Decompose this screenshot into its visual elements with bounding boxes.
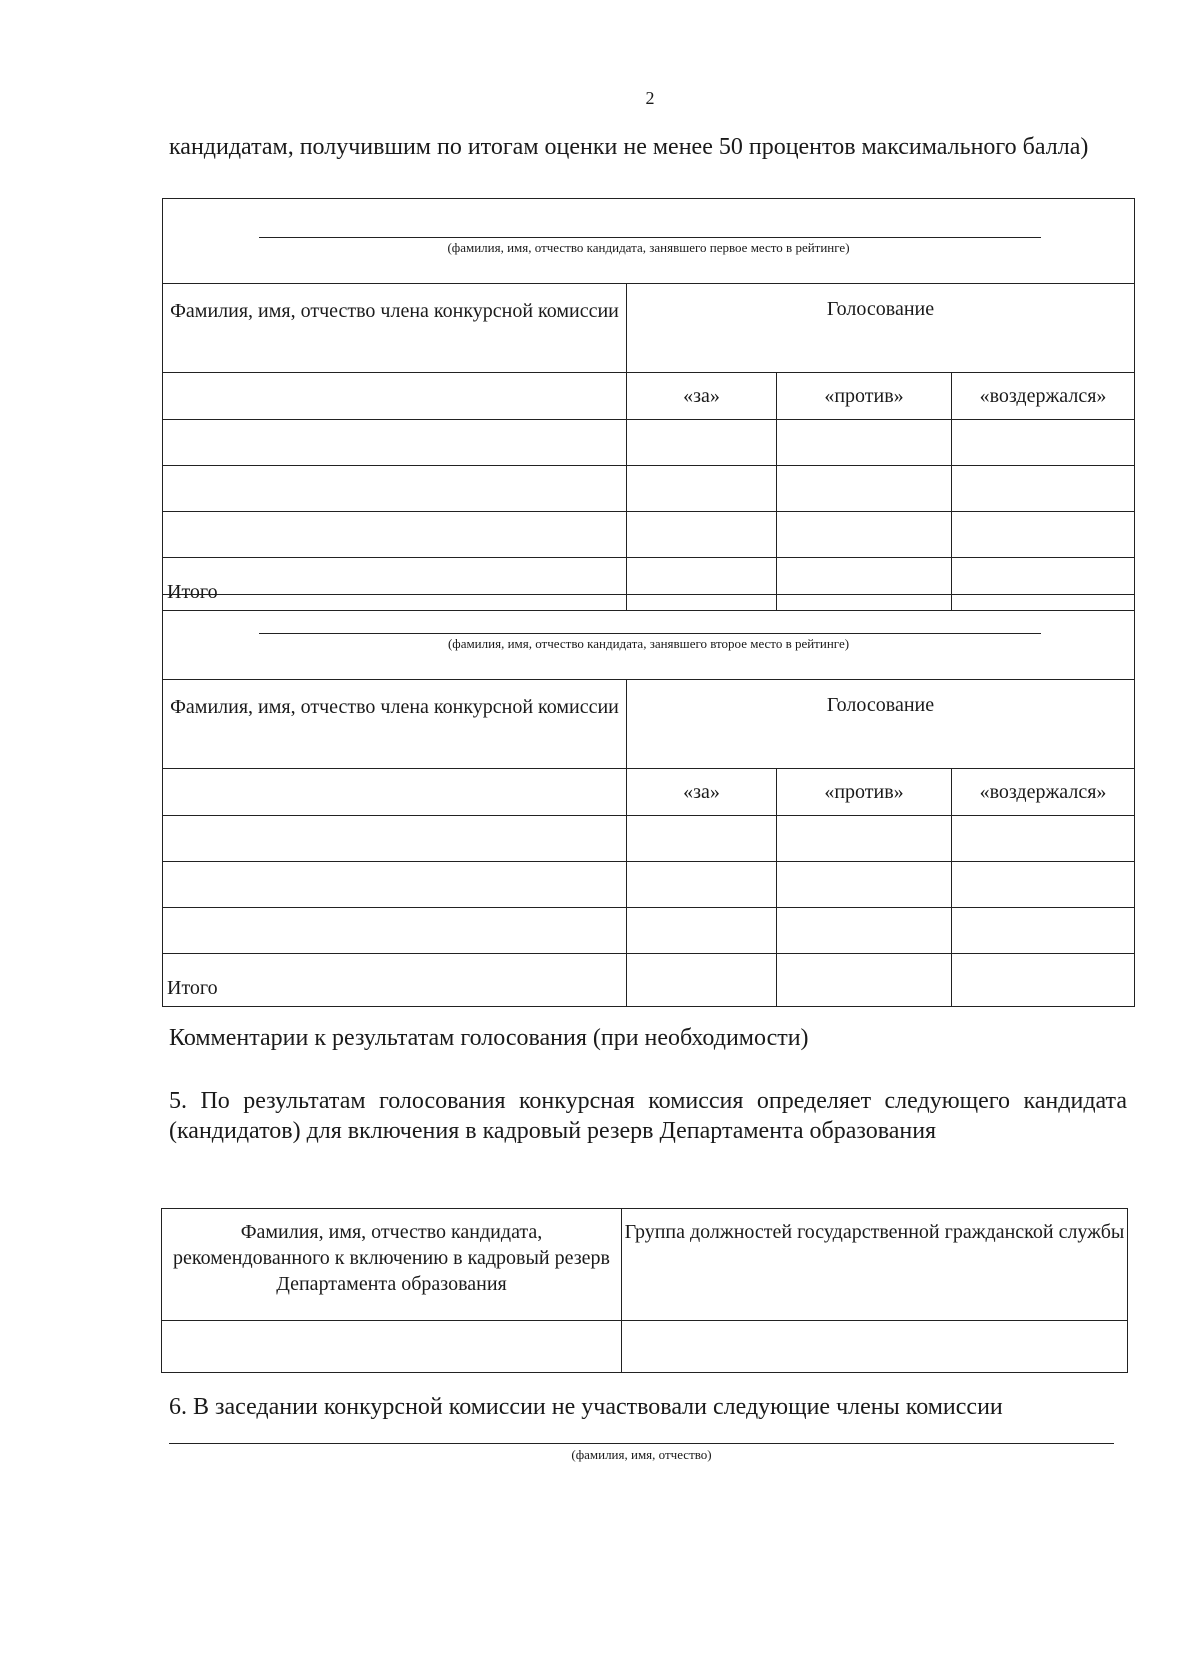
table-row: [163, 466, 1135, 512]
vote-abstain-cell[interactable]: [952, 512, 1135, 558]
total-for-cell[interactable]: [627, 954, 777, 1007]
reserve-group-header: Группа должностей государственной гражданской службы: [622, 1209, 1128, 1321]
member-name-cell[interactable]: [163, 466, 627, 512]
vote-abstain-header: «воздержался»: [952, 373, 1135, 420]
vote-abstain-cell[interactable]: [952, 466, 1135, 512]
voting-table-first-place: [162, 198, 1135, 611]
page-number: 2: [645, 88, 655, 108]
vote-for-cell[interactable]: [627, 512, 777, 558]
section-6-text: 6. В заседании конкурсной комиссии не участвовали следующие члены комиссии: [169, 1394, 1003, 1420]
intro-text: кандидатам, получившим по итогам оценки не менее 50 процентов максимального балла): [169, 134, 1089, 160]
member-name-cell[interactable]: [163, 816, 627, 862]
vote-abstain-cell[interactable]: [952, 816, 1135, 862]
vote-abstain-cell[interactable]: [952, 862, 1135, 908]
vote-against-cell[interactable]: [777, 512, 952, 558]
vote-for-cell[interactable]: [627, 816, 777, 862]
candidate-caption: (фамилия, имя, отчество кандидата, занявшего второе место в рейтинге): [447, 636, 850, 651]
vote-against-header: «против»: [777, 373, 952, 420]
member-name-header: Фамилия, имя, отчество члена конкурсной комиссии: [163, 680, 627, 769]
total-label: Итого: [163, 558, 627, 611]
vote-for-header: «за»: [627, 769, 777, 816]
table-row: [163, 420, 1135, 466]
table-row: [163, 816, 1135, 862]
member-name-cell[interactable]: [163, 420, 627, 466]
empty-cell[interactable]: [163, 373, 627, 420]
reserve-candidate-cell[interactable]: [162, 1321, 622, 1373]
member-name-cell[interactable]: [163, 862, 627, 908]
vote-for-cell[interactable]: [627, 420, 777, 466]
total-label: Итого: [163, 954, 627, 1007]
vote-against-cell[interactable]: [777, 908, 952, 954]
reserve-group-cell[interactable]: [622, 1321, 1128, 1373]
vote-against-cell[interactable]: [777, 466, 952, 512]
candidate-name-cell[interactable]: [163, 595, 1135, 680]
reserve-candidate-header: Фамилия, имя, отчество кандидата, рекомендованного к включению в кадровый резерв Департамента образования: [162, 1209, 622, 1321]
vote-against-header: «против»: [777, 769, 952, 816]
comments-heading: Комментарии к результатам голосования (при необходимости): [169, 1025, 809, 1051]
vote-against-cell[interactable]: [777, 862, 952, 908]
member-name-cell[interactable]: [163, 512, 627, 558]
table-row: [163, 512, 1135, 558]
vote-against-cell[interactable]: [777, 816, 952, 862]
vote-abstain-header: «воздержался»: [952, 769, 1135, 816]
vote-abstain-cell[interactable]: [952, 908, 1135, 954]
member-name-cell[interactable]: [163, 908, 627, 954]
table-row: [163, 908, 1135, 954]
candidate-name-line: [259, 633, 1041, 634]
table-row: [163, 862, 1135, 908]
vote-for-cell[interactable]: [627, 908, 777, 954]
empty-cell[interactable]: [163, 769, 627, 816]
absent-members-line[interactable]: [169, 1443, 1114, 1444]
vote-for-cell[interactable]: [627, 862, 777, 908]
reserve-table: [161, 1208, 1128, 1373]
voting-table-second-place: [162, 594, 1135, 1007]
vote-for-cell[interactable]: [627, 466, 777, 512]
table-row: [162, 1321, 1128, 1373]
vote-for-header: «за»: [627, 373, 777, 420]
vote-against-cell[interactable]: [777, 420, 952, 466]
candidate-caption: (фамилия, имя, отчество кандидата, занявшего первое место в рейтинге): [447, 240, 850, 255]
vote-abstain-cell[interactable]: [952, 420, 1135, 466]
absent-members-caption: (фамилия, имя, отчество): [571, 1447, 712, 1462]
member-name-header: Фамилия, имя, отчество члена конкурсной комиссии: [163, 284, 627, 373]
voting-header: Голосование: [627, 284, 1135, 373]
voting-header: Голосование: [627, 680, 1135, 769]
section-5-text: 5. По результатам голосования конкурсная комиссия определяет следующего кандидата (кандидатов) для включения в кадровый резерв Департамента образования: [169, 1088, 1127, 1144]
total-abstain-cell[interactable]: [952, 954, 1135, 1007]
total-against-cell[interactable]: [777, 954, 952, 1007]
candidate-name-line: [259, 237, 1041, 238]
candidate-name-cell[interactable]: [163, 199, 1135, 284]
